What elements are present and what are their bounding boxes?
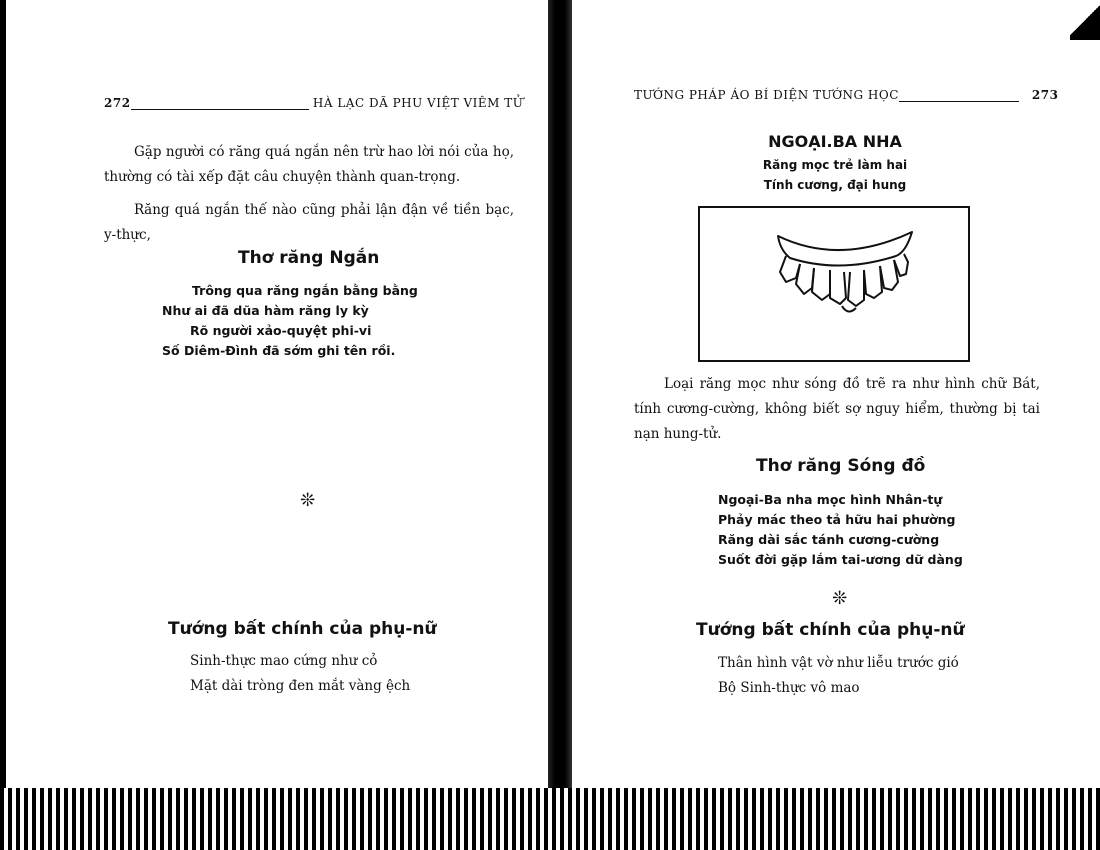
right-ornament: ❊ [832,588,848,609]
left-poem-title: Thơ răng Ngắn [238,248,380,268]
left-prose [104,140,514,248]
poem-line: Răng dài sắc tánh cương-cường [718,532,940,547]
right-running-title: TƯỚNG PHÁP ÁO BÍ DIỆN TƯỚNG HỌC [634,88,899,102]
verse-line: Sinh-thực mao cứng như cỏ [190,653,378,669]
poem-line: Ngoại-Ba nha mọc hình Nhân-tự [718,492,943,507]
left-section-title: Tướng bất chính của phụ-nữ [168,619,437,639]
header-rule [899,100,1019,102]
teeth-illustration [700,208,968,360]
teeth-illustration-frame [698,206,970,362]
left-poem [162,281,418,361]
left-page [0,0,548,850]
right-paragraph: Loại răng mọc như sóng đồ trẽ ra như hình chữ Bát, tính cương-cường, không biết sợ nguy hiểm, thường bị tai nạn hung-tử. [634,376,1040,442]
left-ornament: ❊ [300,490,316,511]
left-running-title: HÀ LẠC DÃ PHU VIỆT VIÊM TỬ [312,96,524,110]
right-poem [718,490,963,570]
poem-line: Trông qua răng ngắn bằng bằng [192,283,418,298]
poem-line: Phảy mác theo tả hữu hai phường [718,512,956,527]
left-page-edge [0,0,6,850]
left-paragraph-2: Răng quá ngắn thế nào cũng phải lận đận về tiền bạc, y-thực, [104,202,514,243]
left-verse [190,649,410,699]
right-poem-title: Thơ răng Sóng đồ [756,456,926,476]
scan-border-stripes [0,788,1100,850]
scan-corner [1070,0,1100,40]
header-rule [131,108,309,110]
verse-line: Thân hình vật vờ như liễu trước gió [718,655,959,671]
verse-line: Bộ Sinh-thực vô mao [718,680,860,696]
right-page-number: 273 [1031,88,1059,102]
verse-line: Mặt dài tròng đen mắt vàng ệch [190,678,411,694]
left-paragraph-1: Gặp người có răng quá ngắn nên trừ hao lời nói của họ, thường có tài xếp đặt câu chuyện thành quan-trọng. [104,144,514,185]
poem-line: Như ai đã dũa hàm răng ly kỳ [162,303,369,318]
right-prose [634,372,1040,447]
chapter-title: NGOẠI.BA NHA [768,132,902,151]
chapter-subtitle-2: Tính cương, đại hung [763,178,907,192]
poem-line: Số Diêm-Đình đã sớm ghi tên rồi. [162,343,396,358]
left-page-number: 272 [104,96,131,110]
right-verse [718,651,959,701]
right-section-title: Tướng bất chính của phụ-nữ [696,620,965,640]
poem-line: Suốt đời gặp lắm tai-ương dữ dàng [718,552,963,567]
poem-line: Rõ người xảo-quyệt phi-vi [190,323,372,338]
chapter-subtitle-1: Răng mọc trẻ làm hai [762,158,908,172]
book-spine [548,0,572,850]
right-running-head [634,88,1058,102]
left-running-head [104,96,523,110]
